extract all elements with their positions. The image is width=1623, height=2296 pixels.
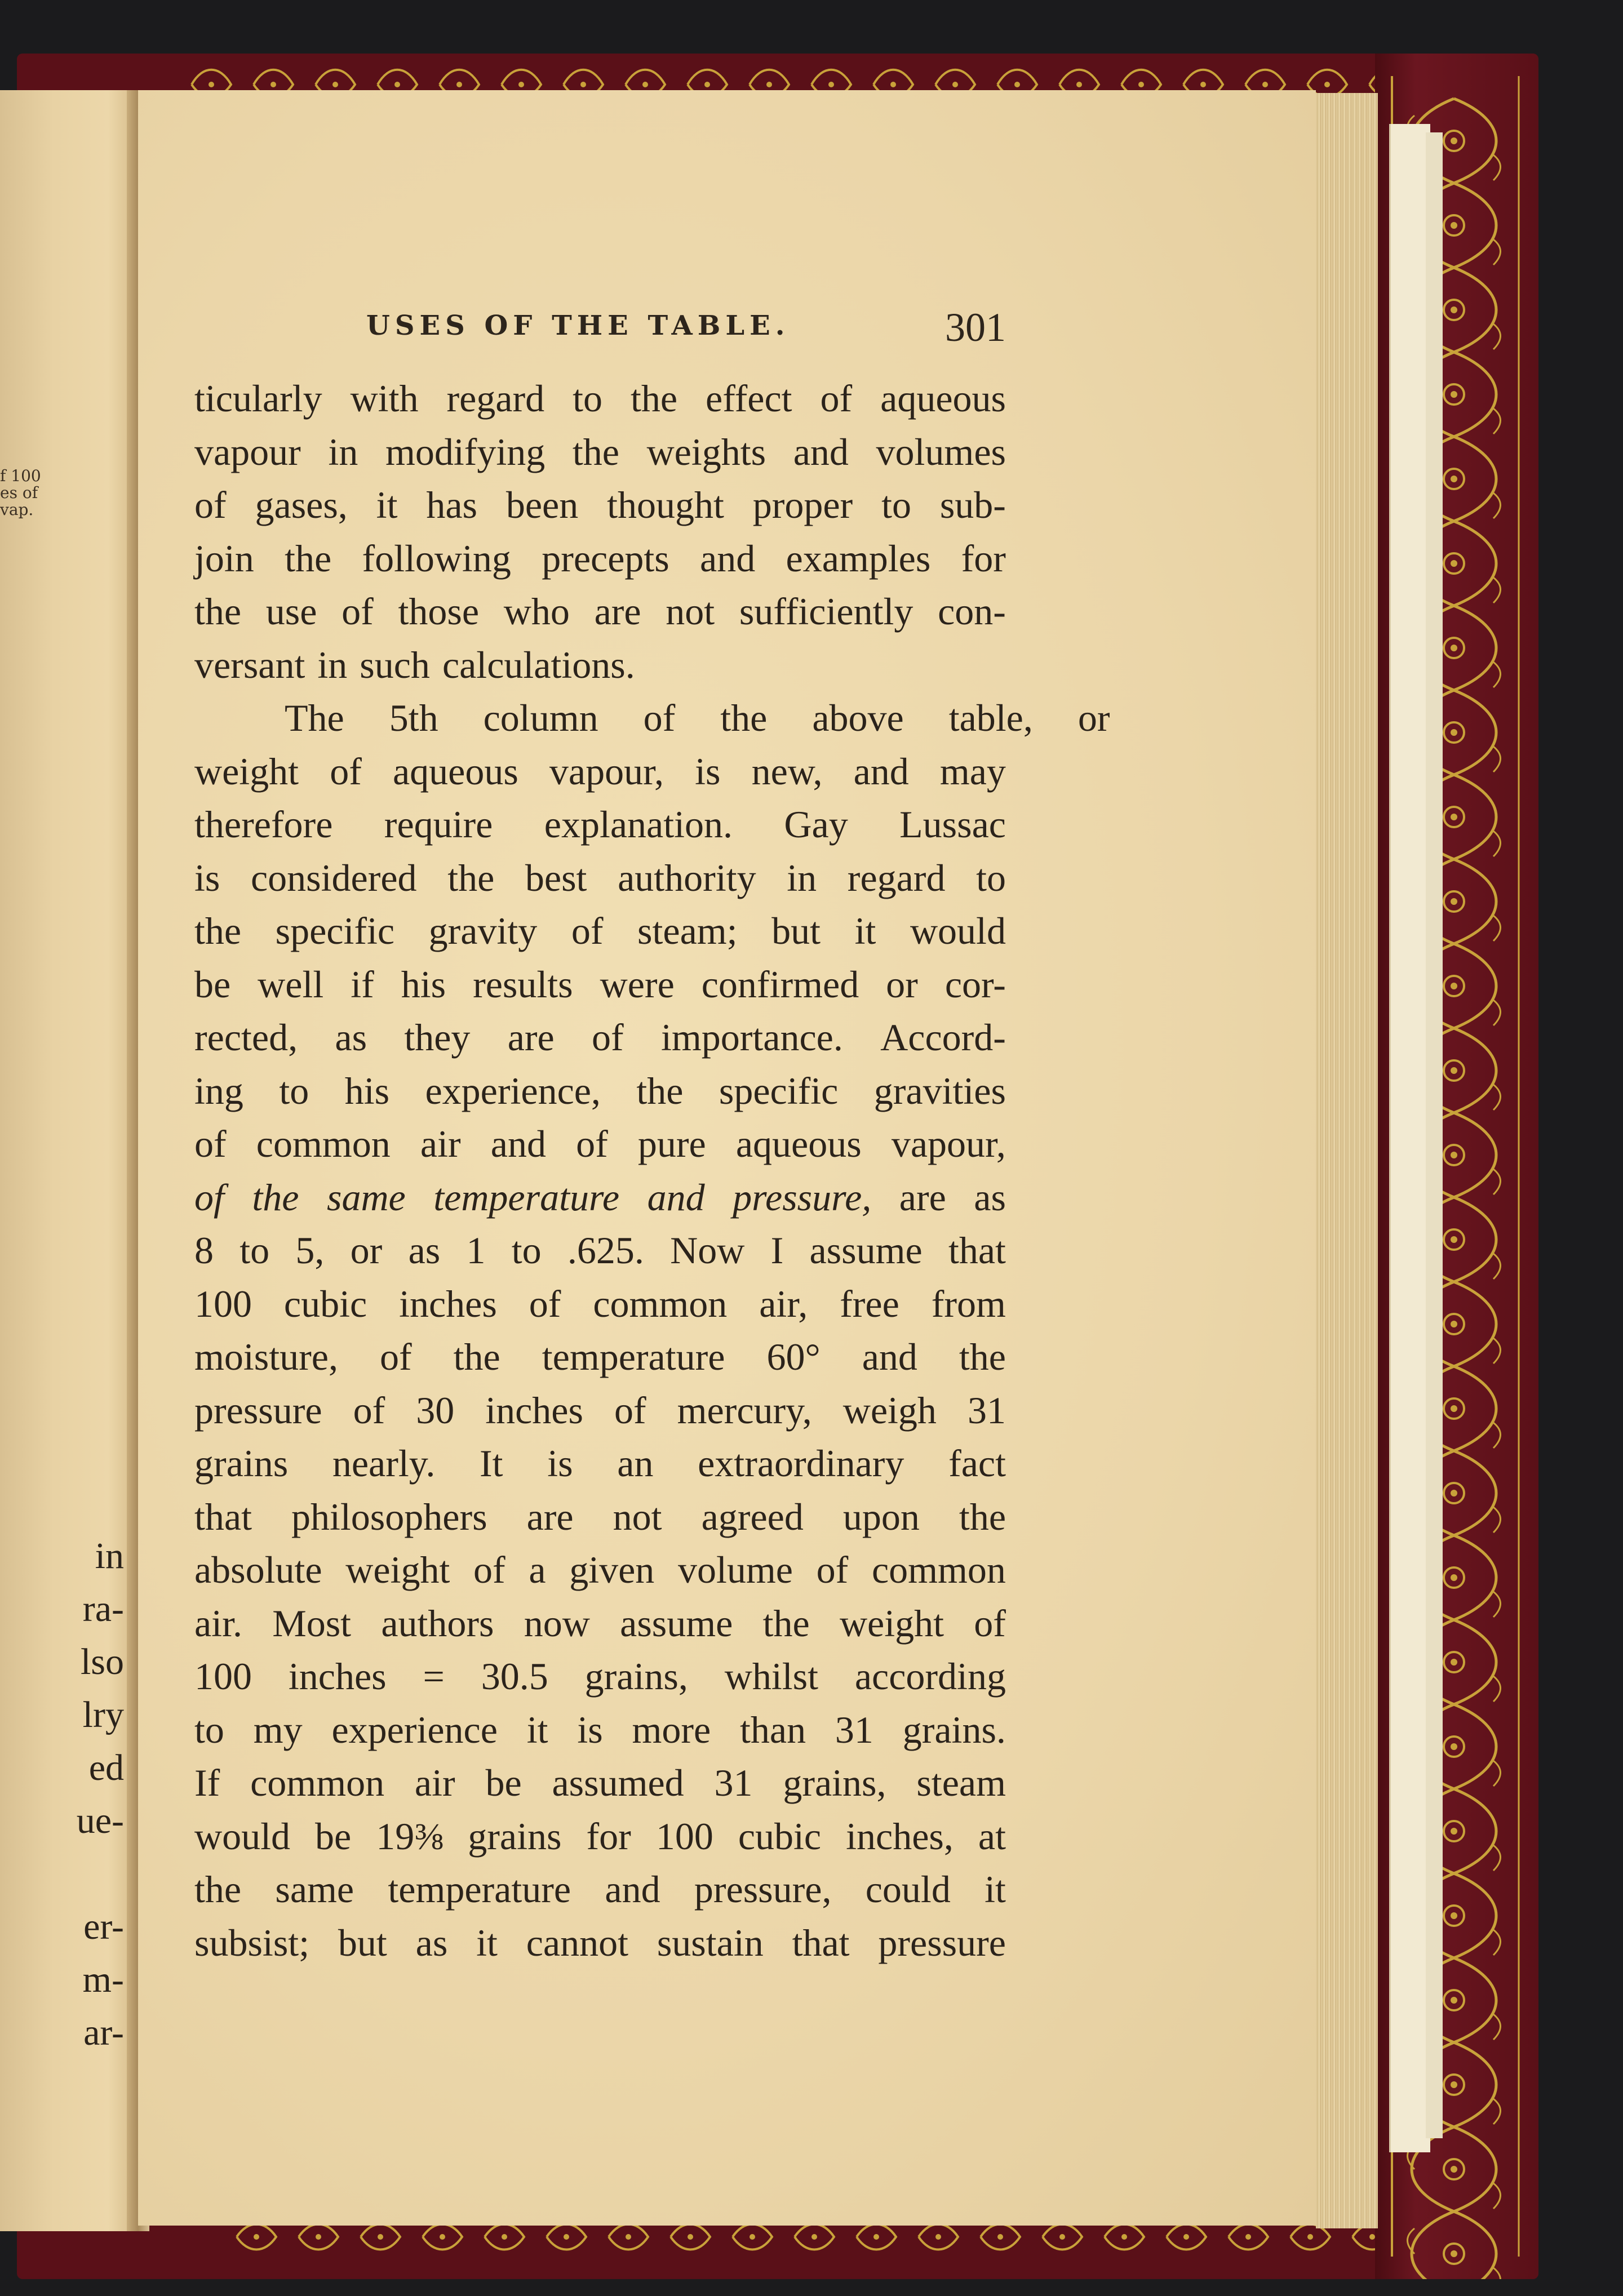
text-line: If common air be assumed 31 grains, steam <box>194 1761 1006 1804</box>
text-line: would be 19⅜ grains for 100 cubic inches, at <box>194 1814 1006 1858</box>
text-line: moisture, of the temperature 60° and the <box>194 1335 1006 1378</box>
text-line: the specific gravity of steam; but it would <box>194 909 1006 952</box>
text-line: of the same temperature and pressure, are as <box>194 1175 1006 1219</box>
left-margin-note <box>0 468 68 518</box>
margin-note-line: f 100 <box>0 467 41 485</box>
text-line: grains nearly. It is an extraordinary fact <box>194 1442 1006 1485</box>
fragment: ra- <box>82 1588 124 1629</box>
page-header <box>194 299 1006 349</box>
page-edges <box>1316 93 1378 2228</box>
paper-slip <box>1389 124 1430 2152</box>
body-text <box>194 372 1110 1969</box>
text-line: be well if his results were confirmed or cor- <box>194 962 1006 1006</box>
text-line: the same temperature and pressure, could it <box>194 1868 1006 1911</box>
text-line: vapour in modifying the weights and volumes <box>194 430 1006 473</box>
margin-note-line: vap. <box>0 500 34 519</box>
text-line: to my experience it is more than 31 grains. <box>194 1708 1006 1751</box>
text-line: subsist; but as it cannot sustain that pressure <box>194 1921 1006 1964</box>
text-line: ticularly with regard to the effect of aqueous <box>194 377 1006 420</box>
paper-slip-edge <box>1426 132 1443 2138</box>
text-line: 100 inches = 30.5 grains, whilst according <box>194 1655 1006 1698</box>
fragment: ar- <box>83 2012 124 2053</box>
page-number: 301 <box>945 305 1006 350</box>
text-line: is considered the best authority in regard to <box>194 856 1006 899</box>
fragment: ue- <box>76 1800 124 1841</box>
text-line: of gases, it has been thought proper to sub- <box>194 483 1006 526</box>
text-line: ing to his experience, the specific gravities <box>194 1069 1006 1112</box>
text-line: therefore require explanation. Gay Lussac <box>194 803 1006 846</box>
text-line: that philosophers are not agreed upon the <box>194 1495 1006 1538</box>
running-head: USES OF THE TABLE. <box>366 310 790 341</box>
text-line: 100 cubic inches of common air, free from <box>194 1282 1006 1325</box>
text-line: 8 to 5, or as 1 to .625. Now I assume that <box>194 1229 1006 1272</box>
fragment: ed <box>88 1747 124 1788</box>
text-line: rected, as they are of importance. Accord- <box>194 1016 1006 1059</box>
text-line: versant in such calculations. <box>194 643 635 686</box>
fragment: lry <box>82 1694 124 1735</box>
left-page <box>0 90 135 2231</box>
fragment: lso <box>80 1641 124 1682</box>
text-line: weight of aqueous vapour, is new, and may <box>194 749 1006 793</box>
margin-note-line: es of <box>0 483 38 502</box>
text-line: absolute weight of a given volume of common <box>194 1548 1006 1591</box>
left-page-fragments <box>0 1530 135 2059</box>
fragment: m- <box>82 1959 124 2000</box>
text-line: air. Most authors now assume the weight of <box>194 1601 1006 1645</box>
text-line: of common air and of pure aqueous vapour, <box>194 1122 1006 1165</box>
text-line: pressure of 30 inches of mercury, weigh 31 <box>194 1388 1006 1432</box>
fragment: in <box>95 1535 124 1576</box>
text-line: The 5th column of the above table, or <box>285 696 1110 739</box>
fragment: er- <box>83 1906 124 1947</box>
text-line: join the following precepts and examples for <box>194 536 1006 580</box>
text-line: the use of those who are not sufficiently con- <box>194 590 1006 633</box>
